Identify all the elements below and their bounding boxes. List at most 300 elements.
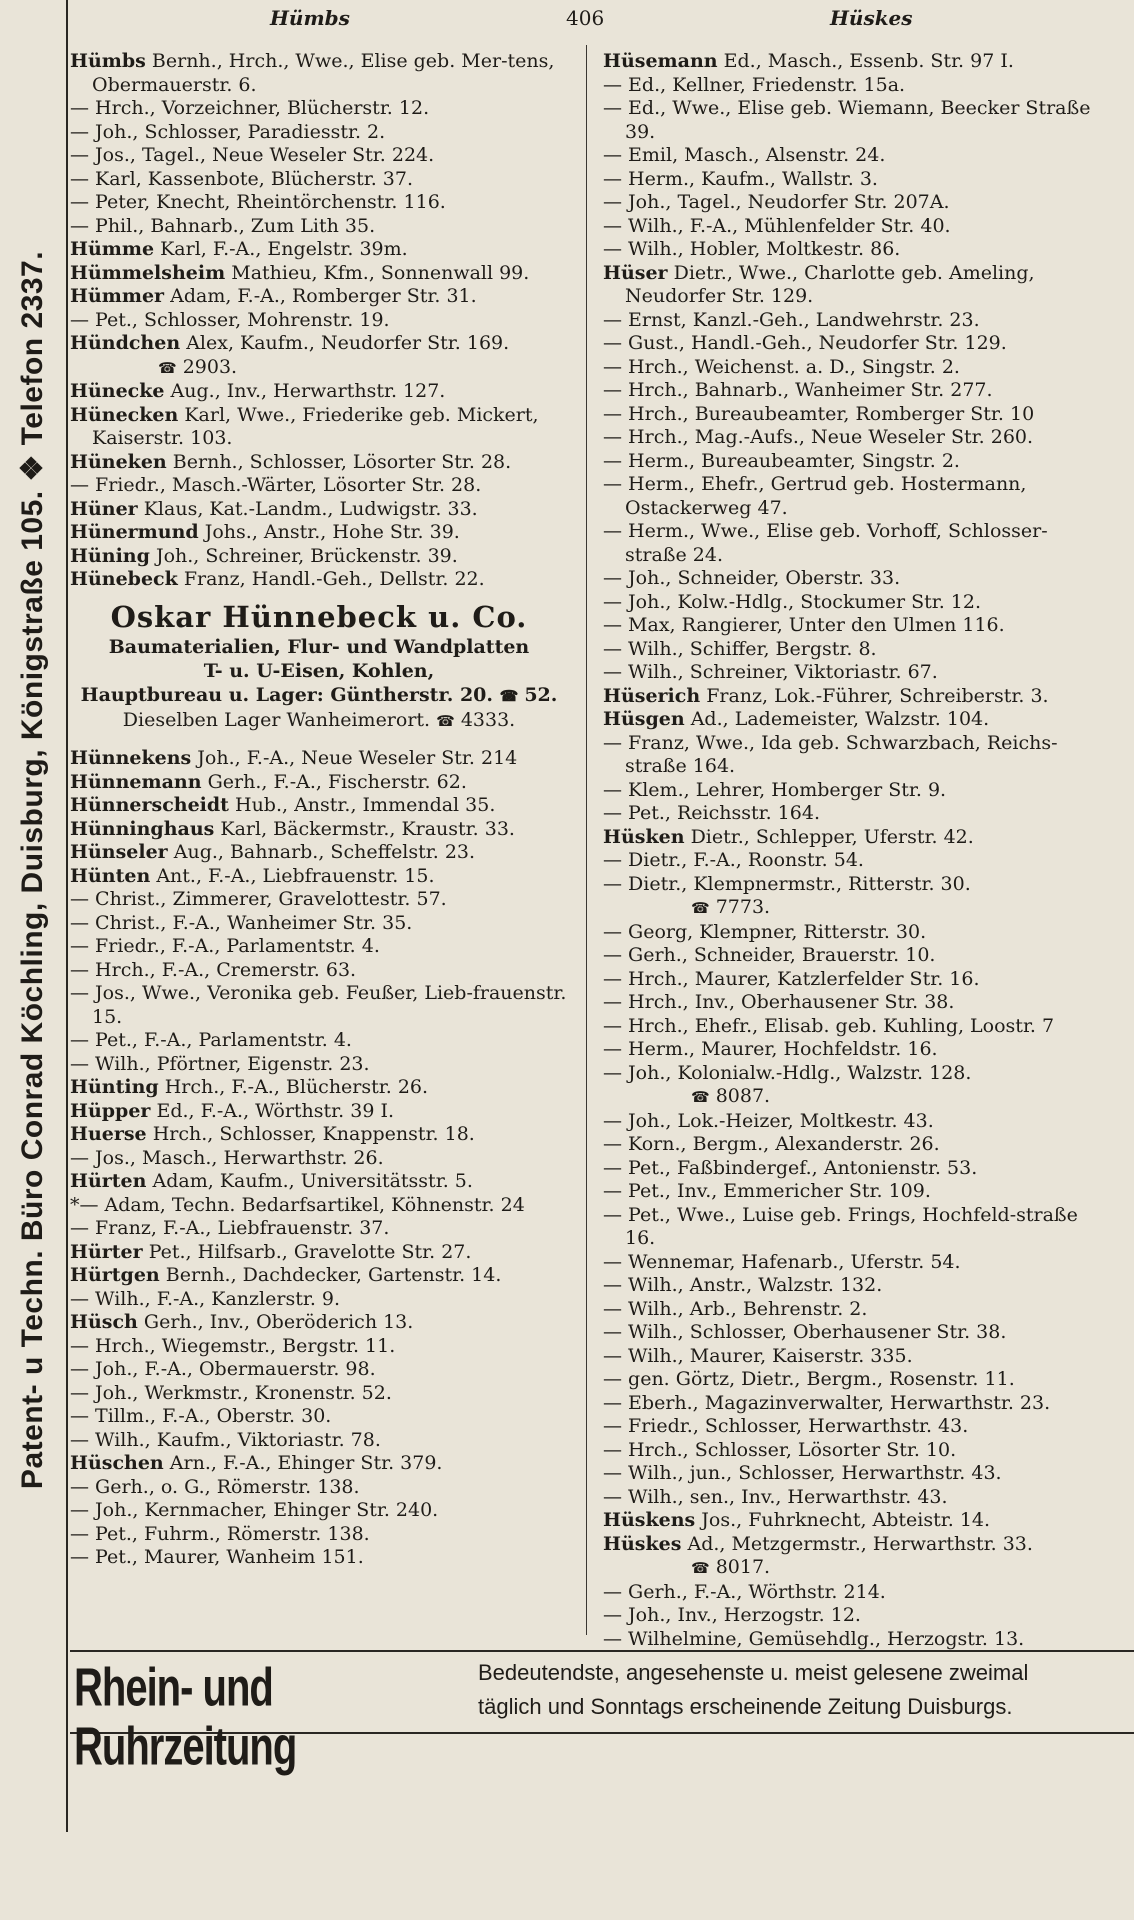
right-column [603,50,1101,1651]
entry-text: Bernh., Hrch., Wwe., Elise geb. Mer-tens, Obermauerstr. 6. [92,50,555,96]
directory-entry [603,1604,1101,1628]
entry-surname: Hünnekens [70,747,192,769]
directory-entry [603,661,1101,685]
entry-text: — Franz, Wwe., Ida geb. Schwarzbach, Reichs-straße 164. [603,731,1058,777]
entry-text: — Wilh., Schiffer, Bergstr. 8. [603,637,877,660]
directory-entry [70,747,568,771]
entry-text: — Hrch., Inv., Oberhausener Str. 38. [603,991,955,1013]
entry-surname: Hünten [70,864,151,887]
entry-surname: Hünnerscheidt [70,794,229,816]
entry-surname: Hünebeck [70,568,178,590]
entry-text: Klaus, Kat.-Landm., Ludwigstr. 33. [143,497,478,520]
entry-text: — Hrch., Bureaubeamter, Romberger Str. 10 [603,402,1035,425]
entry-text: — Wilh., Maurer, Kaiserstr. 335. [603,1344,913,1367]
directory-entry [70,1358,568,1382]
entry-text: — Wilh., Schlosser, Oberhausener Str. 38. [603,1321,1007,1343]
entry-text: — Jos., Wwe., Veronika geb. Feußer, Lieb-frauenstr. 15. [70,982,567,1028]
entry-text: — Jos., Tagel., Neue Weseler Str. 224. [70,144,435,166]
directory-entry [70,1476,568,1500]
directory-entry [603,1274,1101,1298]
directory-entry [603,873,1101,897]
directory-entry [70,888,568,912]
entry-surname: Hüskens [603,1509,696,1531]
entry-text: — Herm., Maurer, Hochfeldstr. 16. [603,1038,938,1060]
entry-surname: Hünninghaus [70,817,215,840]
entry-text: — Karl, Kassenbote, Blücherstr. 37. [70,167,414,190]
entry-text: — Franz, F.-A., Liebfrauenstr. 37. [70,1217,390,1239]
entry-text: — Wilh., sen., Inv., Herwarthstr. 43. [603,1485,948,1508]
telephone-icon: ☎ [691,1559,710,1577]
directory-entry [603,944,1101,968]
entry-text: Ant., F.-A., Liebfrauenstr. 15. [156,864,435,887]
entry-text: — Hrch., Schlosser, Lösorter Str. 10. [603,1438,957,1461]
entry-text: Johs., Anstr., Hohe Str. 39. [204,521,460,543]
entry-text: Dietr., Schlepper, Uferstr. 42. [690,825,974,848]
directory-entry [70,238,568,262]
entry-text: — Wilh., F.-A., Kanzlerstr. 9. [70,1287,341,1310]
directory-entry [603,168,1101,192]
entry-text: Karl, F.-A., Engelstr. 39m. [160,238,408,260]
entry-text: — Wilh., Hobler, Moltkestr. 86. [603,238,901,260]
entry-text: — Pet., Schlosser, Mohrenstr. 19. [70,308,390,331]
directory-entry [603,309,1101,333]
entry-text: 7773. [715,896,771,918]
directory-entry [70,121,568,145]
entry-text: — Pet., Wwe., Luise geb. Frings, Hochfeld-straße 16. [603,1203,1078,1249]
directory-entry [70,332,568,356]
directory-entry [603,1415,1101,1439]
entry-text: — Georg, Klempner, Ritterstr. 30. [603,920,927,943]
directory-entry [70,168,568,192]
ad-line-1: Baumaterialien, Flur- und Wandplatten [108,636,530,658]
directory-entry [70,1523,568,1547]
entry-text: — Ernst, Kanzl.-Geh., Landwehrstr. 23. [603,308,980,331]
entry-text: — Pet., Maurer, Wanheim 151. [70,1546,364,1568]
entry-text: — Joh., Tagel., Neudorfer Str. 207A. [603,191,950,213]
entry-text: Pet., Hilfsarb., Gravelotte Str. 27. [148,1240,472,1263]
ad-title: Oskar Hünnebeck u. Co. [110,599,528,634]
entry-text: — Christ., F.-A., Wanheimer Str. 35. [70,911,413,934]
entry-text: — Tillm., F.-A., Oberstr. 30. [70,1405,332,1427]
ad-line-3-text: Hauptbureau u. Lager: Güntherstr. 20. [80,684,493,706]
entry-text: Karl, Wwe., Friederike geb. Mickert, Kaiserstr. 103. [92,403,539,449]
entry-text: Mathieu, Kfm., Sonnenwall 99. [231,261,530,284]
directory-entry [70,1076,568,1100]
directory-entry [603,779,1101,803]
directory-entry [70,1546,568,1570]
entry-text: — Herm., Kaufm., Wallstr. 3. [603,167,878,190]
entry-text: — Dietr., Klempnermstr., Ritterstr. 30. [603,872,971,895]
directory-entry [603,1509,1101,1533]
directory-entry [70,474,568,498]
entry-surname: Hüner [70,497,138,520]
entry-text: — Phil., Bahnarb., Zum Lith 35. [70,214,376,237]
entry-text: — Wilh., Anstr., Walzstr. 132. [603,1274,883,1296]
directory-entry [603,1345,1101,1369]
directory-entry [603,1581,1101,1605]
directory-entry [603,614,1101,638]
directory-entry [603,685,1101,709]
entry-text: Hrch., Schlosser, Knappenstr. 18. [152,1123,475,1145]
directory-entry [603,1486,1101,1510]
entry-text: Alex, Kaufm., Neudorfer Str. 169. [186,332,510,354]
entry-text: — Friedr., F.-A., Parlamentstr. 4. [70,935,380,957]
header-left-keyword: Hümbs [270,6,350,30]
directory-entry [70,1335,568,1359]
directory-entry [70,818,568,842]
entry-text: Aug., Inv., Herwarthstr. 127. [170,380,446,402]
column-divider [586,45,587,1635]
directory-entry [70,521,568,545]
directory-entry [603,238,1101,262]
phone-entry [603,1556,1101,1581]
directory-entry [70,498,568,522]
directory-entry [70,545,568,569]
directory-entry [70,1053,568,1077]
entry-surname: Hünnemann [70,770,202,793]
entry-text: — Wilh., F.-A., Mühlenfelder Str. 40. [603,214,951,237]
entry-text: — Joh., Kolonialw.-Hdlg., Walzstr. 128. [603,1061,972,1084]
entry-text: Gerh., F.-A., Fischerstr. 62. [207,770,467,793]
directory-entry [603,591,1101,615]
directory-entry [70,144,568,168]
entry-text: Dietr., Wwe., Charlotte geb. Ameling, Neudorfer Str. 129. [625,261,1035,307]
directory-entry [70,959,568,983]
directory-entry [603,1180,1101,1204]
entry-text: — Hrch., Weichenst. a. D., Singstr. 2. [603,355,960,378]
directory-entry [603,215,1101,239]
entry-text: Jos., Fuhrknecht, Abteistr. 14. [701,1509,991,1531]
entry-surname: Hündchen [70,332,181,354]
directory-entry [603,826,1101,850]
directory-entry [603,991,1101,1015]
entry-text: — Joh., F.-A., Obermauerstr. 98. [70,1358,376,1380]
directory-entry [70,1311,568,1335]
directory-entry [603,1392,1101,1416]
directory-entry [70,935,568,959]
entry-text: — Korn., Bergm., Alexanderstr. 26. [603,1133,940,1155]
entry-text: — Joh., Werkmstr., Kronenstr. 52. [70,1381,392,1404]
entry-text: 8087. [715,1085,771,1107]
entry-text: — Joh., Inv., Herzogstr. 12. [603,1604,861,1626]
telephone-icon: ☎ [499,687,519,705]
entry-text: 8017. [715,1556,771,1578]
telephone-icon: ☎ [158,358,177,377]
entry-text: — Hrch., Mag.-Aufs., Neue Weseler Str. 260. [603,426,1034,448]
entry-text: Bernh., Dachdecker, Gartenstr. 14. [165,1264,502,1286]
directory-entry [603,1368,1101,1392]
directory-entry [603,708,1101,732]
entry-surname: Hüsemann [603,50,718,72]
entry-text: Franz, Handl.-Geh., Dellstr. 22. [183,568,485,590]
page-header [70,2,1130,40]
directory-entry [70,451,568,475]
header-right-keyword: Hüskes [830,6,913,30]
directory-entry [70,97,568,121]
directory-entry [70,771,568,795]
entry-text: — Gerh., o. G., Römerstr. 138. [70,1475,360,1498]
entry-text: — Pet., Fuhrm., Römerstr. 138. [70,1522,370,1545]
entry-text: Hub., Anstr., Immendal 35. [235,794,496,816]
entry-surname: Hüserich [603,684,701,707]
ad-line-2: T- u. U-Eisen, Kohlen, [203,660,435,682]
entry-text: — Joh., Schneider, Oberstr. 33. [603,567,901,589]
directory-entry [603,1015,1101,1039]
directory-entry [603,74,1101,98]
entry-text: — Pet., Reichsstr. 164. [603,802,820,824]
directory-entry [70,1288,568,1312]
entry-text: — Jos., Masch., Herwarthstr. 26. [70,1146,384,1169]
directory-entry [70,865,568,889]
entry-surname: Hümmelsheim [70,261,226,284]
directory-entry [70,215,568,239]
directory-entry [603,1321,1101,1345]
entry-text: — Eberh., Magazinverwalter, Herwarthstr. 23. [603,1391,1051,1414]
directory-entry [70,568,568,592]
directory-entry [603,567,1101,591]
directory-entry [603,1251,1101,1275]
entry-surname: Hünseler [70,841,168,863]
directory-entry [70,1217,568,1241]
directory-entry [603,1439,1101,1463]
directory-entry [70,1429,568,1453]
entry-text: Ed., F.-A., Wörthstr. 39 I. [156,1099,395,1122]
directory-entry [603,921,1101,945]
directory-entry [603,144,1101,168]
entry-text: — Dietr., F.-A., Roonstr. 54. [603,849,864,871]
footer-line-2: täglich und Sonntags erscheinende Zeitung Duisburgs. [478,1694,1013,1719]
directory-entry [603,403,1101,427]
left-entries-2 [70,747,568,1570]
entry-text: — Hrch., Maurer, Katzlerfelder Str. 16. [603,967,980,990]
directory-entry [603,1110,1101,1134]
entry-text: Franz, Lok.-Führer, Schreiberstr. 3. [706,684,1049,707]
directory-entry [603,1298,1101,1322]
left-column [70,50,568,1570]
entry-text: Karl, Bäckermstr., Kraustr. 33. [220,817,515,840]
directory-entry [603,1628,1101,1652]
directory-entry [70,1194,568,1218]
directory-entry [70,1147,568,1171]
entry-text: Joh., Schreiner, Brückenstr. 39. [155,544,458,567]
entry-text: Bernh., Schlosser, Lösorter Str. 28. [172,450,512,473]
directory-entry [70,1029,568,1053]
directory-entry [603,1533,1101,1557]
sidebar-advertisement: Patent- u Techn. Büro Conrad Köchling, Duisburg, Königstraße 105. ❖ Telefon 2337. [16,250,49,1490]
entry-text: — gen. Görtz, Dietr., Bergm., Rosenstr. 11. [603,1368,1015,1390]
newspaper-logo: Rhein- und Ruhrzeitung [74,1658,297,1777]
ad-line-3 [70,683,568,708]
directory-entry [70,1452,568,1476]
phone-entry [603,896,1101,921]
entry-text: — Gust., Handl.-Geh., Neudorfer Str. 129. [603,332,1007,354]
directory-entry [603,1204,1101,1251]
directory-entry [70,1170,568,1194]
entry-text: Gerh., Inv., Oberöderich 13. [143,1311,414,1333]
entry-text: — Hrch., Ehefr., Elisab. geb. Kuhling, Loostr. 7 [603,1014,1055,1037]
entry-text: Arn., F.-A., Ehinger Str. 379. [169,1452,443,1474]
side-margin [0,0,68,1832]
directory-entry [70,404,568,451]
footer-line-1: Bedeutendste, angesehenste u. meist gelesene zweimal [478,1660,1029,1685]
footer-advertisement [70,1650,1134,1777]
entry-text: — Klem., Lehrer, Homberger Str. 9. [603,778,947,801]
directory-entry [603,473,1101,520]
directory-entry [603,379,1101,403]
entry-surname: Hüning [70,544,150,567]
entry-text: — Joh., Kernmacher, Ehinger Str. 240. [70,1499,439,1521]
directory-entry [603,849,1101,873]
entry-text: Ad., Lademeister, Walzstr. 104. [690,708,990,730]
directory-entry [603,1157,1101,1181]
entry-surname: Hünecken [70,403,179,426]
entry-surname: Hüpper [70,1099,151,1122]
entry-text: Joh., F.-A., Neue Weseler Str. 214 [197,747,518,769]
entry-text: — Peter, Knecht, Rheintörchenstr. 116. [70,191,446,213]
directory-entry [70,1499,568,1523]
telephone-icon: ☎ [436,712,455,730]
entry-text: — Joh., Lok.-Heizer, Moltkestr. 43. [603,1109,934,1132]
entry-text: — Herm., Wwe., Elise geb. Vorhoff, Schlosser-straße 24. [603,520,1048,566]
entry-text: — Hrch., F.-A., Cremerstr. 63. [70,958,357,981]
directory-entry [70,1264,568,1288]
directory-entry [603,1062,1101,1086]
directory-entry [603,356,1101,380]
entry-text: — Wilh., Arb., Behrenstr. 2. [603,1297,868,1320]
entry-text: — Wilhelmine, Gemüsehdlg., Herzogstr. 13. [603,1627,1025,1650]
directory-entry [70,912,568,936]
entry-text: Ed., Masch., Essenb. Str. 97 I. [723,50,1014,72]
entry-text: — Hrch., Bahnarb., Wanheimer Str. 277. [603,379,993,401]
directory-entry [70,841,568,865]
entry-surname: Hünecke [70,380,165,402]
entry-text: — Hrch., Vorzeichner, Blücherstr. 12. [70,97,430,119]
entry-text: — Pet., Inv., Emmericher Str. 109. [603,1180,931,1202]
entry-text: — Emil, Masch., Alsenstr. 24. [603,144,886,166]
entry-surname: Hüsken [603,825,685,848]
entry-surname: Hürtgen [70,1264,160,1286]
directory-entry [70,309,568,333]
entry-surname: Hüsch [70,1311,138,1333]
entry-text: — Wilh., Pförtner, Eigenstr. 23. [70,1052,370,1075]
entry-text: — Gerh., F.-A., Wörthstr. 214. [603,1580,886,1603]
ad-line-4-text: Dieselben Lager Wanheimerort. [122,709,431,731]
entry-surname: Hüskes [603,1532,682,1555]
entry-text: Adam, F.-A., Romberger Str. 31. [170,285,477,307]
phone-entry [70,356,568,381]
directory-entry [603,802,1101,826]
directory-entry [70,794,568,818]
entry-surname: Hürten [70,1170,147,1192]
entry-surname: Hümbs [70,50,146,72]
entry-text: — Wilh., Schreiner, Viktoriastr. 67. [603,661,938,683]
entry-surname: Hünting [70,1076,159,1098]
directory-entry [603,97,1101,144]
entry-text: — Wilh., jun., Schlosser, Herwarthstr. 43. [603,1462,1002,1484]
directory-entry [70,1241,568,1265]
entry-text: — Joh., Schlosser, Paradiesstr. 2. [70,120,386,143]
directory-entry [70,191,568,215]
directory-entry [603,1038,1101,1062]
directory-entry [603,638,1101,662]
directory-entry [70,1405,568,1429]
entry-text: — Herm., Bureaubeamter, Singstr. 2. [603,449,960,472]
entry-text: — Hrch., Wiegemstr., Bergstr. 11. [70,1334,396,1357]
entry-surname: Hürter [70,1240,143,1263]
directory-entry [70,380,568,404]
entry-text: — Pet., Faßbindergef., Antonienstr. 53. [603,1156,978,1179]
entry-text: — Ed., Kellner, Friedenstr. 15a. [603,73,906,96]
entry-text: — Friedr., Schlosser, Herwarthstr. 43. [603,1415,969,1437]
directory-entry [70,1100,568,1124]
entry-text: Hrch., F.-A., Blücherstr. 26. [164,1076,429,1098]
phone-entry [603,1085,1101,1110]
directory-entry [70,262,568,286]
entry-text: — Pet., F.-A., Parlamentstr. 4. [70,1029,352,1051]
entry-surname: Hünermund [70,521,199,543]
entry-surname: Hüneken [70,450,167,473]
directory-entry [70,285,568,309]
entry-text: — Gerh., Schneider, Brauerstr. 10. [603,944,936,966]
entry-text: *— Adam, Techn. Bedarfsartikel, Köhnenstr. 24 [70,1193,525,1216]
entry-text: — Wilh., Kaufm., Viktoriastr. 78. [70,1428,381,1451]
directory-entry [603,1133,1101,1157]
directory-entry [70,50,568,97]
ad-phone-2: 4333. [460,709,516,731]
entry-text: — Joh., Kolw.-Hdlg., Stockumer Str. 12. [603,590,982,613]
telephone-icon: ☎ [691,899,710,917]
entry-text: — Friedr., Masch.-Wärter, Lösorter Str. 28. [70,474,482,496]
entry-surname: Hümmer [70,285,165,307]
entry-surname: Hüser [603,261,668,284]
directory-entry [70,1123,568,1147]
entry-text: Ad., Metzgermstr., Herwarthstr. 33. [687,1532,1033,1555]
directory-entry [603,450,1101,474]
entry-text: — Ed., Wwe., Elise geb. Wiemann, Beecker Straße 39. [603,97,1091,143]
entry-surname: Hüsgen [603,708,685,730]
directory-entry [603,520,1101,567]
directory-entry [603,50,1101,74]
footer-tagline [478,1656,1128,1724]
advertisement-block [70,599,568,734]
directory-entry [603,1462,1101,1486]
page-number: 406 [566,6,605,30]
left-entries-1 [70,50,568,592]
entry-surname: Huerse [70,1123,147,1145]
directory-entry [603,332,1101,356]
directory-entry [70,1382,568,1406]
ad-line-4 [70,708,568,733]
right-entries [603,50,1101,1651]
entry-text: — Christ., Zimmerer, Gravelottestr. 57. [70,888,447,910]
directory-entry [603,968,1101,992]
directory-entry [603,191,1101,215]
directory-entry [603,732,1101,779]
entry-surname: Hümme [70,238,155,260]
entry-text: — Herm., Ehefr., Gertrud geb. Hostermann, Ostackerweg 47. [603,473,1027,519]
entry-text: Aug., Bahnarb., Scheffelstr. 23. [173,841,476,863]
entry-text: Adam, Kaufm., Universitätsstr. 5. [152,1170,473,1192]
directory-entry [70,982,568,1029]
directory-entry [603,426,1101,450]
directory-entry [603,262,1101,309]
ad-phone-1: 52. [524,684,558,706]
entry-text: — Max, Rangierer, Unter den Ulmen 116. [603,614,1005,636]
entry-text: 2903. [182,355,238,378]
telephone-icon: ☎ [691,1088,710,1106]
entry-surname: Hüschen [70,1452,164,1474]
entry-text: — Wennemar, Hafenarb., Uferstr. 54. [603,1250,961,1273]
